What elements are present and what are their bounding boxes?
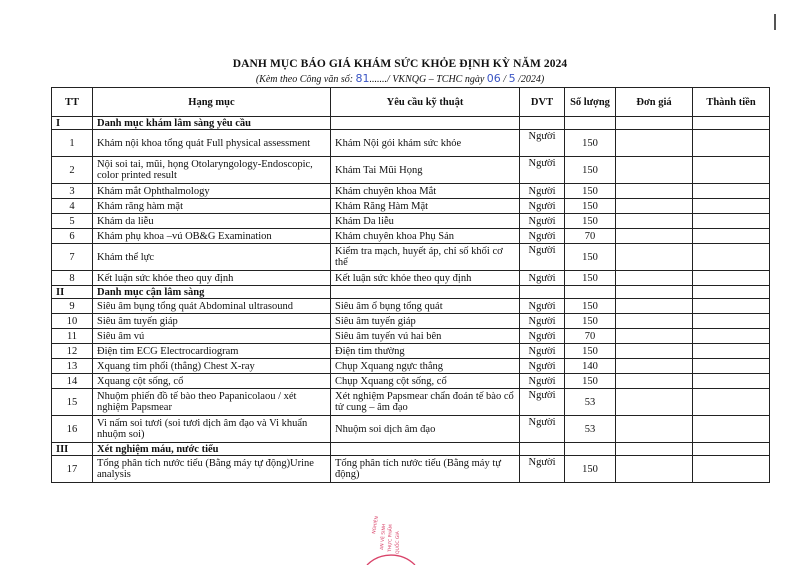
table-row [52,456,770,483]
corner-mark [772,14,778,30]
total-cell [693,344,770,359]
empty-cell [616,286,693,299]
section-header-row [52,443,770,456]
requirement-cell: Chụp Xquang ngực thẳng [331,359,520,374]
quantity-cell: 140 [565,359,616,374]
requirement-cell: Xét nghiệm Papsmear chẩn đoán tế bào cổ tử cung – âm đạo [331,389,520,416]
quantity-cell: 53 [565,416,616,443]
table-header-row [52,88,770,117]
col-header-requirement: Yêu cầu kỹ thuật [331,88,520,117]
row-number: 3 [52,184,93,199]
total-cell [693,299,770,314]
empty-cell [331,443,520,456]
empty-cell [565,117,616,130]
requirement-cell: Kết luận sức khỏe theo quy định [331,271,520,286]
item-cell: Nhuộm phiến đồ tế bào theo Papanicolaou / xét nghiệm Papsmear [93,389,331,416]
section-number: III [52,443,93,456]
subtitle-sep: / [500,74,509,85]
document-subtitle [0,72,800,85]
quantity-cell: 150 [565,314,616,329]
requirement-cell: Khám Răng Hàm Mặt [331,199,520,214]
requirement-cell: Siêu âm tuyến giáp [331,314,520,329]
quantity-cell: 150 [565,130,616,157]
requirement-cell: Khám chuyên khoa Phụ Sản [331,229,520,244]
total-cell [693,374,770,389]
total-cell [693,214,770,229]
requirement-cell: Khám chuyên khoa Mắt [331,184,520,199]
item-cell: Xquang tim phổi (thẳng) Chest X-ray [93,359,331,374]
price-cell [616,456,693,483]
price-cell [616,389,693,416]
unit-cell: Người [520,329,565,344]
svg-text:AN VỆ SINH: AN VỆ SINH [380,523,388,551]
requirement-cell: Điện tim thường [331,344,520,359]
total-cell [693,130,770,157]
quantity-cell: 150 [565,214,616,229]
empty-cell [520,443,565,456]
requirement-cell: Khám Da liễu [331,214,520,229]
col-header-tt: TT [52,88,93,117]
total-cell [693,329,770,344]
row-number: 11 [52,329,93,344]
table-row [52,374,770,389]
price-cell [616,229,693,244]
section-header-row [52,117,770,130]
row-number: 8 [52,271,93,286]
row-number: 5 [52,214,93,229]
price-table [51,87,770,483]
unit-cell: Người [520,157,565,184]
quantity-cell: 150 [565,299,616,314]
unit-cell: Người [520,416,565,443]
total-cell [693,271,770,286]
price-cell [616,157,693,184]
price-cell [616,130,693,157]
section-title: Danh mục cận lâm sàng [93,286,331,299]
item-cell: Khám nội khoa tổng quát Full physical assessment [93,130,331,157]
empty-cell [520,117,565,130]
requirement-cell: Kiểm tra mạch, huyết áp, chỉ số khối cơ thể [331,244,520,271]
quantity-cell: 150 [565,199,616,214]
quantity-cell: 150 [565,271,616,286]
row-number: 14 [52,374,93,389]
row-number: 15 [52,389,93,416]
total-cell [693,359,770,374]
table-row [52,184,770,199]
unit-cell: Người [520,314,565,329]
price-cell [616,299,693,314]
official-stamp [361,516,421,565]
empty-cell [565,286,616,299]
price-cell [616,314,693,329]
quantity-cell: 70 [565,229,616,244]
requirement-cell: Khám Nội gói khám sức khỏe [331,130,520,157]
unit-cell: Người [520,199,565,214]
price-cell [616,244,693,271]
unit-cell: Người [520,374,565,389]
table-row [52,359,770,374]
svg-text:THỰC PHẨM: THỰC PHẨM [388,524,394,553]
item-cell: Khám mắt Ophthalmology [93,184,331,199]
total-cell [693,157,770,184]
price-cell [616,344,693,359]
col-header-item: Hạng mục [93,88,331,117]
empty-cell [331,117,520,130]
item-cell: Kết luận sức khỏe theo quy định [93,271,331,286]
total-cell [693,199,770,214]
unit-cell: Người [520,456,565,483]
table-row [52,299,770,314]
price-cell [616,184,693,199]
item-cell: Khám thể lực [93,244,331,271]
price-cell [616,359,693,374]
item-cell: Khám da liễu [93,214,331,229]
row-number: 4 [52,199,93,214]
section-number: I [52,117,93,130]
price-cell [616,199,693,214]
empty-cell [616,443,693,456]
item-cell: Siêu âm bụng tổng quát Abdominal ultrasound [93,299,331,314]
table-row [52,416,770,443]
item-cell: Khám phụ khoa –vú OB&G Examination [93,229,331,244]
empty-cell [565,443,616,456]
table-row [52,314,770,329]
document-title: DANH MỤC BÁO GIÁ KHÁM SỨC KHỎE ĐỊNH KỲ NĂM 2024 [232,58,568,70]
empty-cell [331,286,520,299]
handwritten-month: 5 [508,72,516,85]
price-cell [616,374,693,389]
row-number: 16 [52,416,93,443]
table-row [52,214,770,229]
item-cell: Khám răng hàm mặt [93,199,331,214]
row-number: 6 [52,229,93,244]
total-cell [693,416,770,443]
item-cell: Xquang cột sống, cổ [93,374,331,389]
col-header-unit: DVT [520,88,565,117]
price-cell [616,416,693,443]
empty-cell [693,117,770,130]
item-cell: Điện tim ECG Electrocardiogram [93,344,331,359]
total-cell [693,389,770,416]
item-cell: Vi nấm soi tươi (soi tươi dịch âm đạo và Vi khuẩn nhuộm soi) [93,416,331,443]
table-row [52,344,770,359]
unit-cell: Người [520,359,565,374]
quantity-cell: 150 [565,344,616,359]
empty-cell [693,286,770,299]
subtitle-mid: ......./ VKNQG – TCHC ngày [369,74,487,85]
unit-cell: Người [520,389,565,416]
price-cell [616,329,693,344]
total-cell [693,184,770,199]
item-cell: Siêu âm vú [93,329,331,344]
row-number: 1 [52,130,93,157]
quantity-cell: 53 [565,389,616,416]
table-row [52,389,770,416]
row-number: 2 [52,157,93,184]
row-number: 12 [52,344,93,359]
total-cell [693,456,770,483]
row-number: 9 [52,299,93,314]
unit-cell: Người [520,184,565,199]
section-title: Danh mục khám lâm sàng yêu cầu [93,117,331,130]
section-header-row [52,286,770,299]
item-cell: Tổng phân tích nước tiểu (Bằng máy tự động)Urine analysis [93,456,331,483]
col-header-quantity: Số lượng [565,88,616,117]
unit-cell: Người [520,244,565,271]
quantity-cell: 150 [565,456,616,483]
unit-cell: Người [520,214,565,229]
svg-text:NGHIÊN: NGHIÊN [372,516,381,535]
price-cell [616,214,693,229]
quantity-cell: 150 [565,157,616,184]
table-row [52,271,770,286]
row-number: 10 [52,314,93,329]
table-row [52,329,770,344]
empty-cell [693,443,770,456]
row-number: 17 [52,456,93,483]
col-header-total: Thành tiền [693,88,770,117]
table-row [52,130,770,157]
col-header-price: Đơn giá [616,88,693,117]
requirement-cell: Chụp Xquang cột sống, cổ [331,374,520,389]
table-row [52,157,770,184]
unit-cell: Người [520,229,565,244]
requirement-cell: Khám Tai Mũi Họng [331,157,520,184]
unit-cell: Người [520,299,565,314]
handwritten-doc-number: 81 [355,72,370,85]
empty-cell [616,117,693,130]
table-body [52,117,770,483]
svg-text:QUỐC GIA: QUỐC GIA [396,531,401,554]
requirement-cell: Siêu âm ổ bụng tổng quát [331,299,520,314]
unit-cell: Người [520,344,565,359]
subtitle-prefix: (Kèm theo Công văn số: [255,74,356,85]
row-number: 7 [52,244,93,271]
table-row [52,244,770,271]
quantity-cell: 150 [565,374,616,389]
section-number: II [52,286,93,299]
empty-cell [520,286,565,299]
section-title: Xét nghiệm máu, nước tiểu [93,443,331,456]
item-cell: Nội soi tai, mũi, họng Otolaryngology-Endoscopic, color printed result [93,157,331,184]
row-number: 13 [52,359,93,374]
unit-cell: Người [520,130,565,157]
quantity-cell: 150 [565,184,616,199]
total-cell [693,314,770,329]
quantity-cell: 150 [565,244,616,271]
total-cell [693,229,770,244]
requirement-cell: Tổng phân tích nước tiểu (Bằng máy tự động) [331,456,520,483]
total-cell [693,244,770,271]
requirement-cell: Siêu âm tuyến vú hai bên [331,329,520,344]
handwritten-day: 06 [486,72,501,85]
quantity-cell: 70 [565,329,616,344]
table-row [52,199,770,214]
table-row [52,229,770,244]
price-cell [616,271,693,286]
subtitle-suffix: /2024) [515,74,545,85]
unit-cell: Người [520,271,565,286]
requirement-cell: Nhuộm soi dịch âm đạo [331,416,520,443]
item-cell: Siêu âm tuyến giáp [93,314,331,329]
